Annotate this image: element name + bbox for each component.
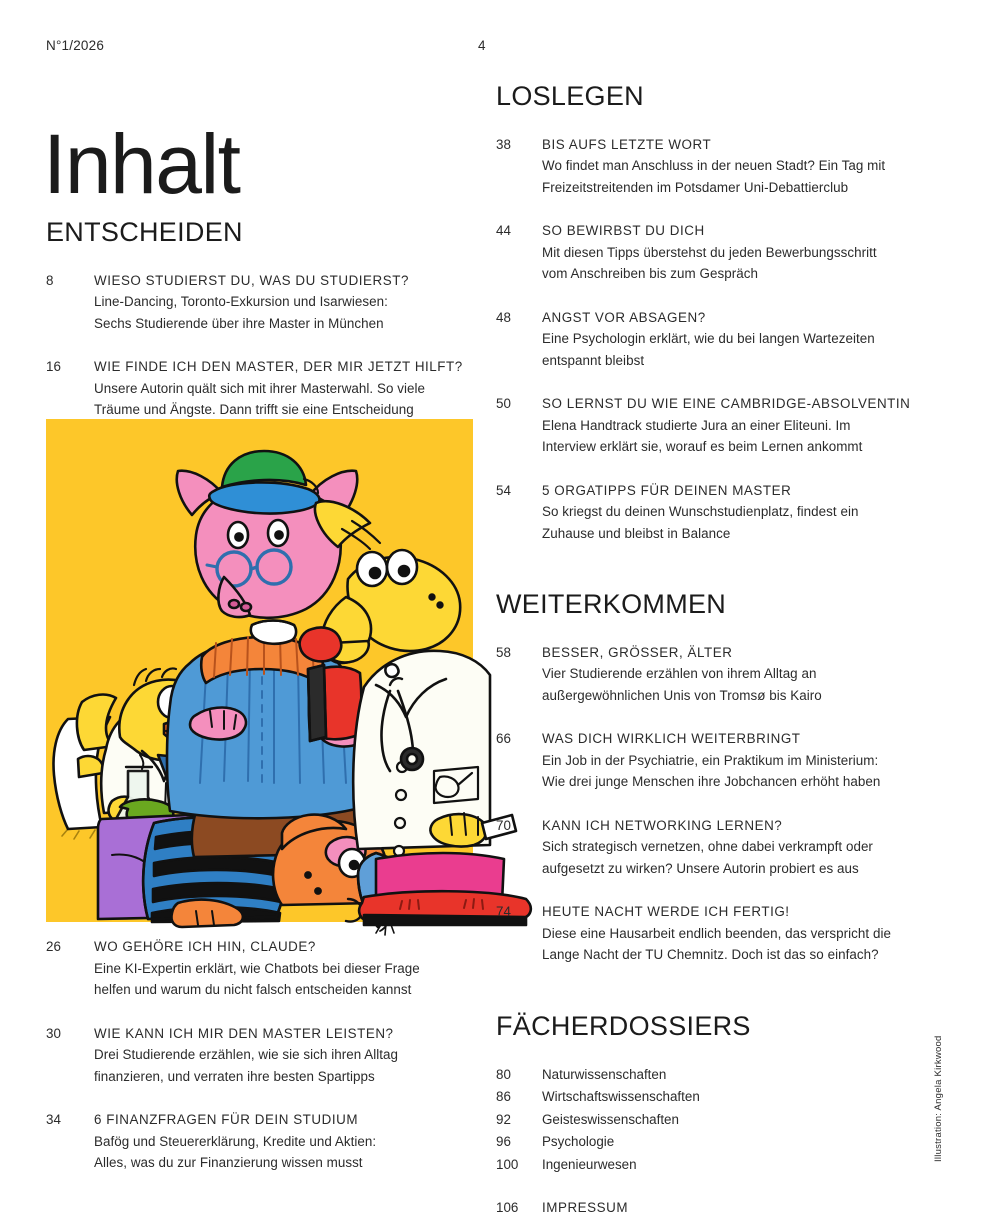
dossier-label: Geisteswissenschaften	[542, 1111, 679, 1127]
list-item-impressum[interactable]	[496, 1197, 936, 1220]
entry-page-number: 70	[496, 817, 511, 833]
entry-description-line: Sich strategisch vernetzen, ohne dabei verkrampft oder	[542, 839, 873, 855]
toc-entry[interactable]	[46, 1023, 478, 1088]
entry-title: WAS DICH WIRKLICH WEITERBRINGT	[542, 731, 801, 747]
toc-entry[interactable]	[496, 393, 936, 458]
toc-entry[interactable]	[496, 220, 936, 285]
toc-entry[interactable]	[46, 270, 478, 335]
entry-description-line: Alles, was du zur Finanzierung wissen musst	[94, 1155, 363, 1170]
entry-description-line: Lange Nacht der TU Chemnitz. Doch ist das so einfach?	[542, 947, 879, 963]
section-heading-loslegen: LOSLEGEN	[496, 81, 644, 111]
entry-page-number: 26	[46, 939, 61, 954]
entry-description-line: Interview erklärt sie, worauf es beim Lernen ankommt	[542, 439, 863, 455]
entry-page-number: 38	[496, 136, 511, 152]
toc-entry[interactable]	[46, 936, 478, 1001]
entry-body	[94, 270, 478, 335]
entry-description-line: Sechs Studierende über ihre Master in München	[94, 315, 384, 331]
page-title: Inhalt	[43, 117, 240, 212]
list-item[interactable]	[496, 1109, 936, 1132]
entry-description-line: Elena Handtrack studierte Jura an einer Eliteuni. Im	[542, 417, 851, 433]
dossier-page-number: 92	[496, 1111, 511, 1127]
entry-page-number: 44	[496, 223, 511, 239]
entry-description-line: Bafög und Steuererklärung, Kredite und Aktien:	[94, 1133, 377, 1149]
folio-page-number: 4	[478, 38, 486, 53]
dossier-list	[496, 1064, 936, 1220]
column-left-lower	[46, 936, 478, 1174]
entry-description-line: Wo findet man Anschluss in der neuen Stadt? Ein Tag mit	[542, 158, 886, 174]
entry-body	[542, 901, 936, 966]
illustration-image	[46, 419, 473, 922]
entry-description-line: Mit diesen Tipps überstehst du jeden Bewerbungsschritt	[542, 244, 877, 260]
entry-body	[542, 728, 936, 793]
entry-description-line: Wie drei junge Menschen ihre Jobchancen erhöht haben	[542, 774, 881, 790]
entry-description-line: Drei Studierende erzählen, wie sie sich ihren Alltag	[94, 1047, 399, 1062]
cartoon-characters-illustration	[46, 419, 473, 922]
dossier-page-number: 80	[496, 1066, 511, 1082]
entry-body	[94, 1109, 478, 1174]
entry-description-line: Vier Studierende erzählen von ihrem Alltag an	[542, 666, 817, 682]
entry-description-line: Träume und Ängste. Dann trifft sie eine Entscheidung	[94, 402, 414, 418]
entry-description-line: So kriegst du deinen Wunschstudienplatz, findest ein	[542, 504, 859, 520]
list-item[interactable]	[496, 1154, 936, 1177]
entry-description-line: aufgesetzt zu wirken? Unsere Autorin probiert es aus	[542, 860, 859, 876]
section-heading-entscheiden: ENTSCHEIDEN	[46, 217, 243, 247]
toc-entry[interactable]	[46, 1109, 478, 1174]
entry-page-number: 48	[496, 309, 511, 325]
entry-description-line: Diese eine Hausarbeit endlich beenden, das verspricht die	[542, 925, 891, 941]
entry-body	[542, 480, 936, 545]
entry-title: 6 FINANZFRAGEN FÜR DEIN STUDIUM	[94, 1112, 359, 1127]
entry-body	[94, 356, 478, 421]
toc-entry[interactable]	[496, 815, 936, 880]
list-item[interactable]	[496, 1131, 936, 1154]
column-left-upper	[46, 218, 478, 421]
entry-body	[542, 815, 936, 880]
toc-entry[interactable]	[496, 134, 936, 199]
column-right	[496, 82, 936, 1220]
toc-entry[interactable]	[496, 307, 936, 372]
entry-title: WO GEHÖRE ICH HIN, CLAUDE?	[94, 939, 316, 954]
entry-body	[542, 134, 936, 199]
toc-entry[interactable]	[496, 480, 936, 545]
list-item[interactable]	[496, 1086, 936, 1109]
entry-page-number: 34	[46, 1112, 61, 1127]
section-heading-weiterkommen: WEITERKOMMEN	[496, 589, 727, 620]
entry-page-number: 30	[46, 1025, 61, 1041]
entry-description-line: Freizeitstreitenden im Potsdamer Uni-Debattierclub	[542, 179, 849, 195]
entry-page-number: 50	[496, 396, 511, 412]
entry-title: BIS AUFS LETZTE WORT	[542, 136, 712, 152]
entry-title: SO LERNST DU WIE EINE CAMBRIDGE-ABSOLVENTIN	[542, 396, 911, 412]
entry-description-line: vom Anschreiben bis zum Gespräch	[542, 266, 758, 282]
entry-description-line: außergewöhnlichen Unis von Tromsø bis Kairo	[542, 687, 822, 703]
dossier-page-number: 100	[496, 1156, 519, 1172]
entry-description-line: helfen und warum du nicht falsch entscheiden kannst	[94, 982, 412, 997]
dossier-label: Wirtschaftswissenschaften	[542, 1089, 700, 1105]
dossier-page-number: 96	[496, 1134, 511, 1150]
entry-title: KANN ICH NETWORKING LERNEN?	[542, 817, 783, 833]
toc-entry[interactable]	[496, 642, 936, 707]
entry-description-line: Eine KI-Expertin erklärt, wie Chatbots bei dieser Frage	[94, 960, 420, 976]
impressum-page-number: 106	[496, 1200, 519, 1216]
entry-title: 5 ORGATIPPS FÜR DEINEN MASTER	[542, 482, 792, 498]
entry-title: WIESO STUDIERST DU, WAS DU STUDIERST?	[94, 272, 409, 288]
entry-title: HEUTE NACHT WERDE ICH FERTIG!	[542, 904, 790, 920]
entry-page-number: 58	[496, 644, 511, 660]
entry-description-line: Line-Dancing, Toronto-Exkursion und Isarwiesen:	[94, 294, 388, 310]
dossier-page-number: 86	[496, 1089, 511, 1105]
entry-description-line: Zuhause und bleibst in Balance	[542, 525, 731, 541]
list-item[interactable]	[496, 1064, 936, 1087]
entry-page-number: 74	[496, 904, 511, 920]
entry-body	[542, 307, 936, 372]
toc-entry[interactable]	[496, 901, 936, 966]
impressum-label: IMPRESSUM	[542, 1200, 629, 1216]
entry-description-line: finanzieren, und verraten ihre besten Spartipps	[94, 1068, 375, 1084]
entry-description-line: Unsere Autorin quält sich mit ihrer Masterwahl. So viele	[94, 380, 426, 396]
illustration-credit-text: Illustration: Angela Kirkwood	[933, 1035, 944, 1162]
entry-title: WIE KANN ICH MIR DEN MASTER LEISTEN?	[94, 1025, 394, 1041]
dossier-label: Ingenieurwesen	[542, 1156, 637, 1172]
issue-number: N°1/2026	[46, 38, 105, 53]
dossier-label: Psychologie	[542, 1134, 615, 1150]
dossier-label: Naturwissenschaften	[542, 1066, 667, 1082]
entry-body	[542, 642, 936, 707]
entry-page-number: 66	[496, 731, 511, 747]
entry-title: SO BEWIRBST DU DICH	[542, 223, 705, 239]
entry-page-number: 54	[496, 482, 511, 498]
entry-title: BESSER, GRÖSSER, ÄLTER	[542, 644, 733, 660]
entry-body	[542, 393, 936, 458]
entry-page-number: 16	[46, 359, 61, 375]
toc-entry[interactable]	[496, 728, 936, 793]
entry-body	[94, 936, 478, 1001]
entry-title: ANGST VOR ABSAGEN?	[542, 309, 706, 325]
entry-body	[542, 220, 936, 285]
entry-body	[94, 1023, 478, 1088]
entry-page-number: 8	[46, 272, 54, 288]
entry-description-line: entspannt bleibst	[542, 352, 645, 368]
entry-description-line: Ein Job in der Psychiatrie, ein Praktikum im Ministerium:	[542, 752, 879, 768]
section-heading-faecherdossiers: FÄCHERDOSSIERS	[496, 1010, 751, 1041]
entry-title: WIE FINDE ICH DEN MASTER, DER MIR JETZT HILFT?	[94, 359, 463, 375]
illustration-credit	[933, 882, 944, 1162]
toc-entry[interactable]	[46, 356, 478, 421]
entry-description-line: Eine Psychologin erklärt, wie du bei langen Wartezeiten	[542, 331, 875, 347]
